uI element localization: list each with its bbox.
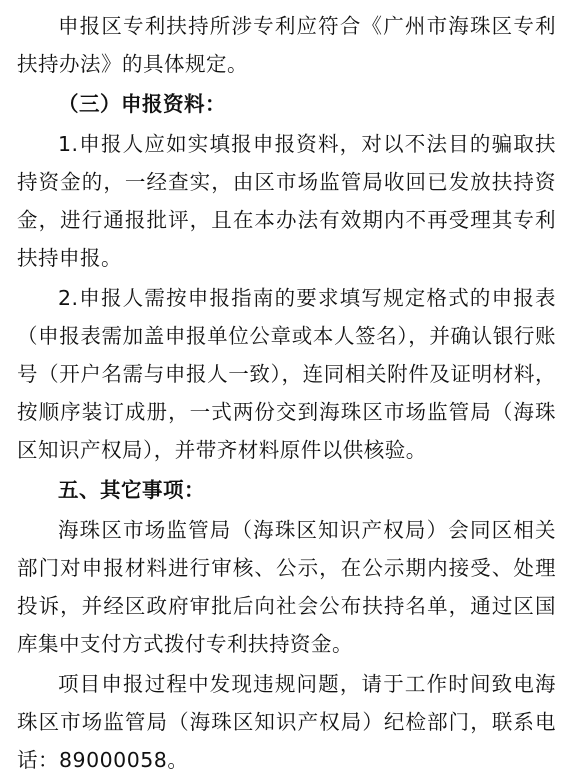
item1-paragraph: 1.申报人应如实填报申报资料，对以不法目的骗取扶持资金的，一经查实，由区市场监管局收回已发放扶持资金，进行通报批评，且在本办法有效期内不再受理其专利扶持申报。 [17, 132, 556, 270]
section5-heading: 五、其它事项： [58, 478, 205, 502]
section3-heading: （三）申报资料： [58, 92, 226, 116]
other2-paragraph: 项目申报过程中发现违规问题，请于工作时间致电海珠区市场监管局（海珠区知识产权局）纪检部门，联系电话：89000058。 [17, 672, 556, 772]
other1-paragraph: 海珠区市场监管局（海珠区知识产权局）会同区相关部门对申报材料进行审核、公示，在公示期内接受、处理投诉，并经区政府审批后向社会公布扶持名单，通过区国库集中支付方式拨付专利扶持资金。 [17, 518, 556, 656]
intro-paragraph: 申报区专利扶持所涉专利应符合《广州市海珠区专利扶持办法》的具体规定。 [17, 14, 556, 76]
item2-paragraph: 2.申报人需按申报指南的要求填写规定格式的申报表（申报表需加盖申报单位公章或本人签名），并确认银行账号（开户名需与申报人一致），连同相关附件及证明材料，按顺序装订成册，一式两份交到海珠区市场监管局（海珠区知识产权局），并带齐材料原件以供核验。 [17, 286, 556, 462]
